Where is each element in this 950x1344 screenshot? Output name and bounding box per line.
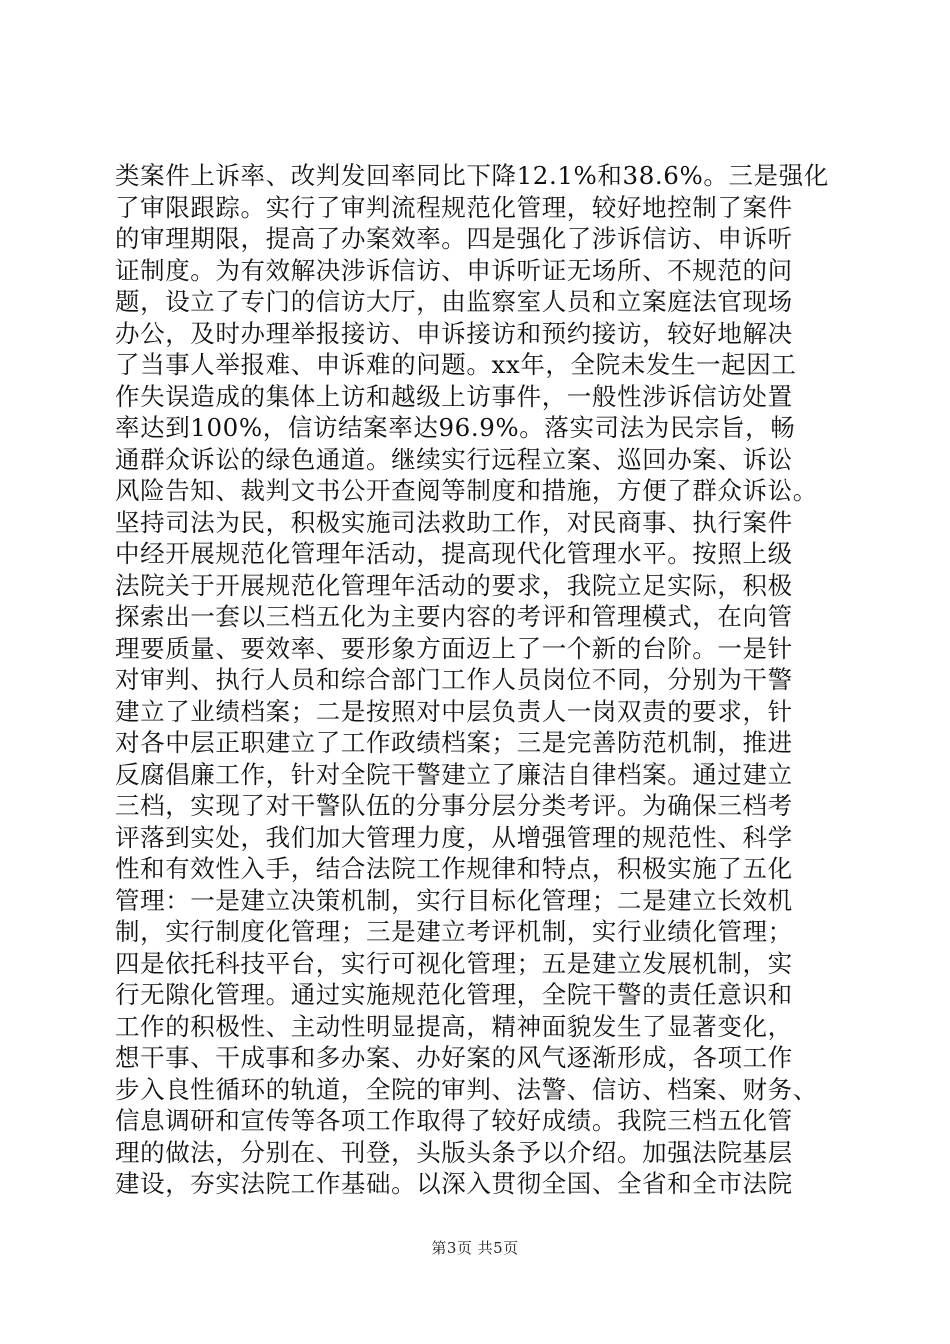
text-line: 四是依托科技平台，实行可视化管理；五是建立发展机制，实 — [115, 948, 793, 978]
text-line: 了审限跟踪。实行了审判流程规范化管理，较好地控制了案件 — [115, 192, 793, 222]
text-line: 了当事人举报难、申诉难的问题。xx年，全院未发生一起因工 — [115, 350, 797, 379]
text-line: 通群众诉讼的绿色通道。继续实行远程立案、巡回办案、诉讼 — [115, 444, 793, 474]
text-line: 想干事、干成事和多办案、办好案的风气逐渐形成，各项工作 — [115, 1043, 793, 1072]
text-line: 管理：一是建立决策机制，实行目标化管理；二是建立长效机 — [115, 885, 793, 915]
text-line: 类案件上诉率、改判发回率同比下降12.1%和38.6%。三是强化 — [115, 161, 829, 190]
text-line: 率达到100%，信访结案率达96.9%。落实司法为民宗旨，畅 — [115, 413, 796, 442]
text-line: 中经开展规范化管理年活动，提高现代化管理水平。按照上级 — [115, 539, 793, 568]
text-line: 三档，实现了对干警队伍的分事分层分类考评。为确保三档考 — [115, 791, 793, 820]
text-line: 作失误造成的集体上访和越级上访事件，一般性涉诉信访处置 — [115, 381, 793, 411]
page-footer — [0, 1237, 950, 1258]
text-line: 风险告知、裁判文书公开查阅等制度和措施，方便了群众诉讼。 — [115, 476, 818, 505]
text-line: 制，实行制度化管理；三是建立考评机制，实行业绩化管理； — [115, 917, 793, 946]
text-line: 性和有效性入手，结合法院工作规律和特点，积极实施了五化 — [115, 854, 793, 883]
text-line: 建立了业绩档案；二是按照对中层负责人一岗双责的要求，针 — [115, 696, 793, 726]
text-line: 题，设立了专门的信访大厅，由监察室人员和立案庭法官现场 — [115, 287, 793, 316]
text-line: 信息调研和宣传等各项工作取得了较好成绩。我院三档五化管 — [115, 1106, 793, 1135]
text-line: 理要质量、要效率、要形象方面迈上了一个新的台阶。一是针 — [115, 633, 793, 663]
text-line: 工作的积极性、主动性明显提高，精神面貌发生了显著变化， — [115, 1011, 793, 1041]
text-line: 对审判、执行人员和综合部门工作人员岗位不同，分别为干警 — [115, 665, 793, 694]
body-text — [115, 160, 845, 1200]
text-line: 的审理期限，提高了办案效率。四是强化了涉诉信访、申诉听 — [115, 224, 793, 253]
text-line: 建设，夯实法院工作基础。以深入贯彻全国、全省和全市法院 — [115, 1169, 793, 1198]
text-line: 坚持司法为民，积极实施司法救助工作，对民商事、执行案件 — [115, 507, 793, 537]
text-line: 评落到实处，我们加大管理力度，从增强管理的规范性、科学 — [115, 822, 793, 852]
text-line: 对各中层正职建立了工作政绩档案；三是完善防范机制，推进 — [115, 728, 793, 757]
text-line: 证制度。为有效解决涉诉信访、申诉听证无场所、不规范的问 — [115, 255, 793, 285]
text-line: 步入良性循环的轨道，全院的审判、法警、信访、档案、财务、 — [115, 1074, 818, 1104]
text-line: 行无隙化管理。通过实施规范化管理，全院干警的责任意识和 — [115, 980, 793, 1009]
text-line: 法院关于开展规范化管理年活动的要求，我院立足实际，积极 — [115, 570, 793, 600]
text-line: 理的做法，分别在、刊登，头版头条予以介绍。加强法院基层 — [115, 1137, 793, 1167]
text-line: 反腐倡廉工作，针对全院干警建立了廉洁自律档案。通过建立 — [115, 759, 793, 789]
text-line: 办公，及时办理举报接访、申诉接访和预约接访，较好地解决 — [115, 318, 793, 348]
text-line: 探索出一套以三档五化为主要内容的考评和管理模式，在向管 — [115, 602, 793, 631]
page-number-label: 第3页 共5页 — [431, 1239, 519, 1257]
